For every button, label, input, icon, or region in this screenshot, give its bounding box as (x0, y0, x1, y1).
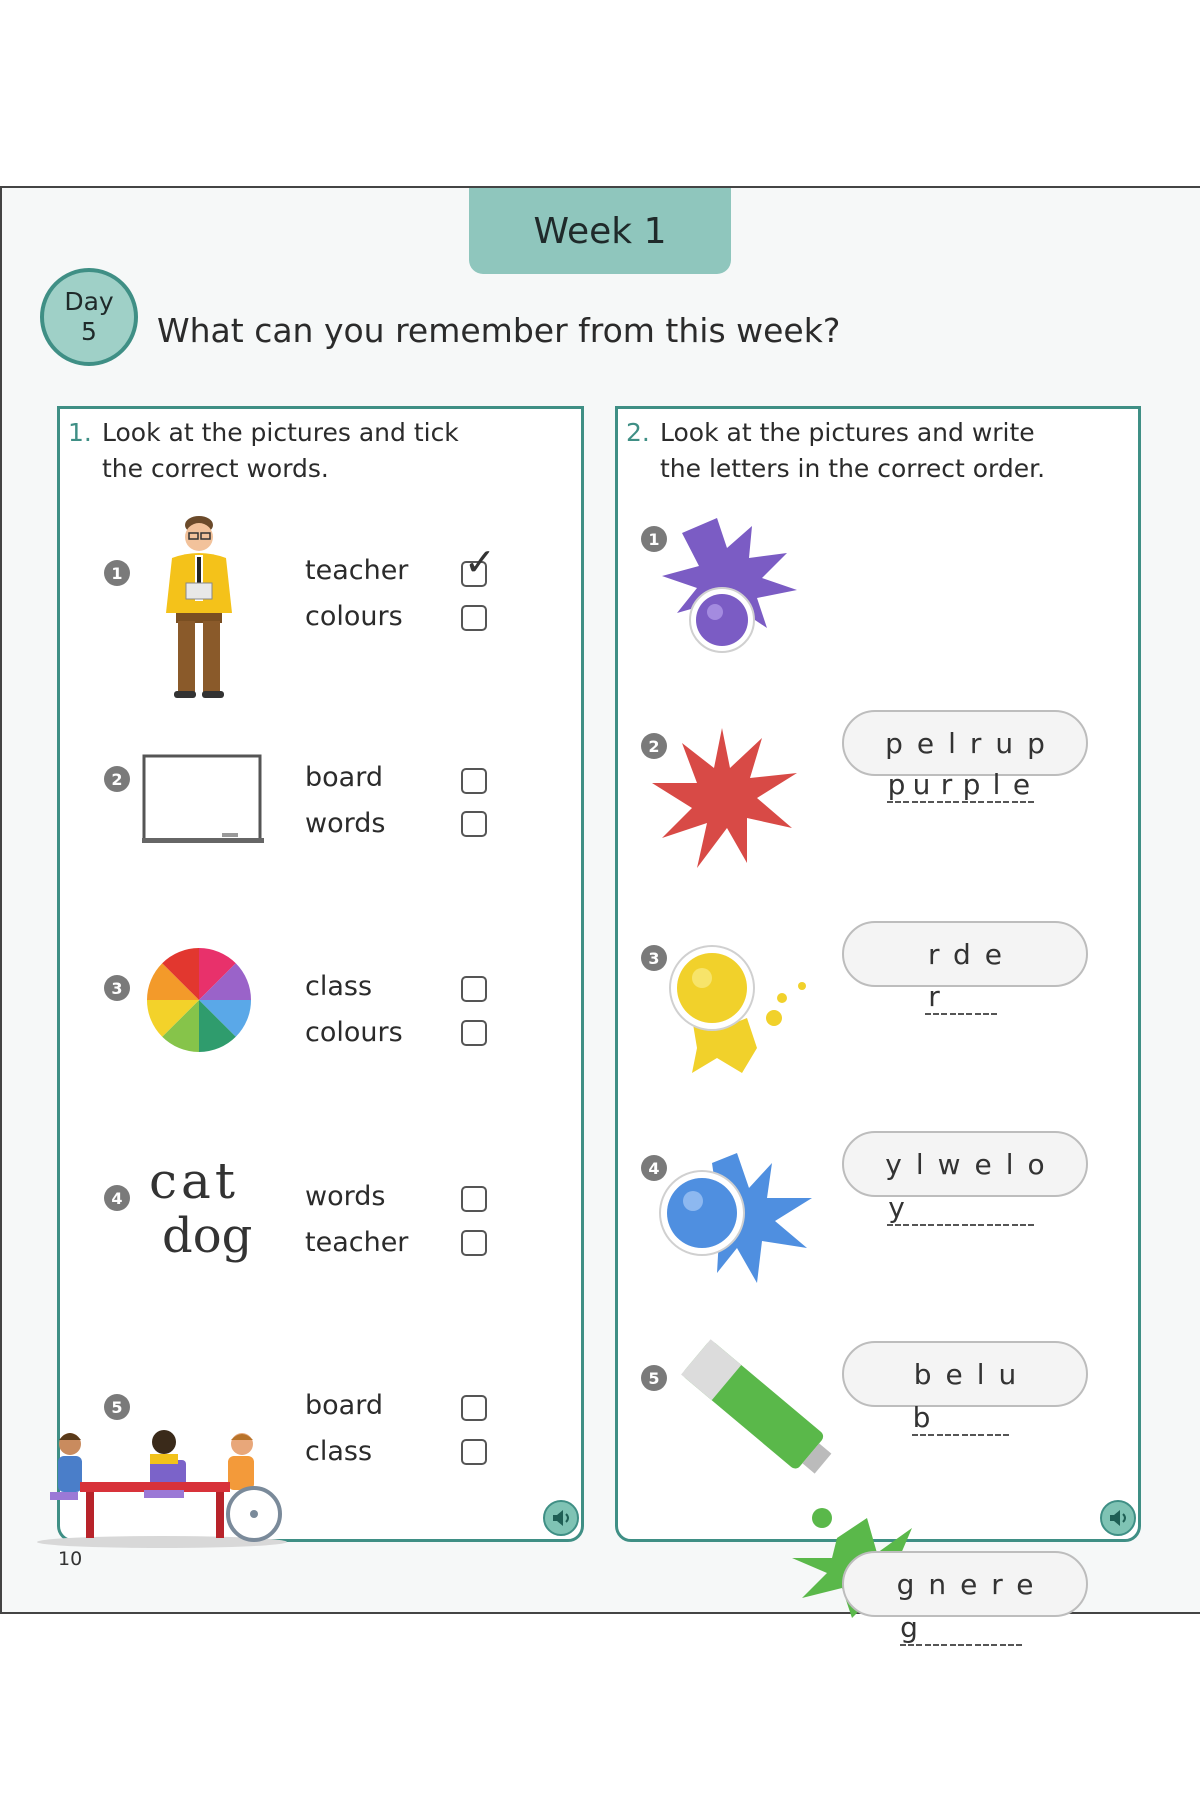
option-word: words (305, 808, 386, 839)
answer-line[interactable] (887, 1191, 1037, 1226)
question-number: 5 (104, 1394, 130, 1420)
check-mark-icon: ✓ (464, 540, 496, 584)
answer-letter-slot[interactable] (1000, 1611, 1022, 1646)
scrambled-word-pill: belu (842, 1341, 1088, 1407)
option-word: teacher (305, 555, 409, 586)
scrambled-word-pill: ylwelo (842, 1131, 1088, 1197)
scrambled-word-pill: rde (842, 921, 1088, 987)
question-number: 4 (104, 1185, 130, 1211)
question-number: 2 (641, 733, 667, 759)
question-number: 1 (641, 526, 667, 552)
day-badge (40, 268, 138, 366)
instruction-line-2: the correct words. (102, 454, 329, 483)
answer-letter-slot[interactable]: u (912, 768, 934, 801)
week-tab: Week 1 (469, 188, 731, 274)
question-number: 2 (104, 766, 130, 792)
scrambled-word-pill: pelrup (842, 710, 1088, 776)
answer-letter-slot[interactable]: l (987, 768, 1009, 803)
option-word: class (305, 971, 373, 1002)
answer-letter-slot[interactable] (925, 1611, 947, 1646)
answer-letter-slot[interactable] (975, 1611, 997, 1646)
day-number: 5 (81, 317, 97, 346)
answer-letter-slot[interactable] (912, 1191, 934, 1226)
answer-letter-slot[interactable] (975, 980, 997, 1015)
option-checkbox[interactable] (461, 1439, 487, 1465)
answer-letter-slot[interactable]: p (887, 768, 909, 801)
audio-speaker-icon[interactable] (1100, 1500, 1136, 1536)
option-checkbox[interactable] (461, 1395, 487, 1421)
answer-letter-slot[interactable]: b (912, 1401, 934, 1434)
yellow-paint-splat (662, 938, 822, 1088)
scrambled-word-pill: gnere (842, 1551, 1088, 1617)
option-checkbox[interactable] (461, 1186, 487, 1212)
option-word: colours (305, 601, 403, 632)
page-title: What can you remember from this week? (157, 311, 841, 350)
red-paint-splat (652, 723, 802, 873)
blue-paint-splat (657, 1143, 817, 1293)
answer-letter-slot[interactable]: y (888, 1191, 908, 1224)
option-checkbox[interactable] (461, 1020, 487, 1046)
answer-letter-slot[interactable]: g (900, 1611, 921, 1644)
exercise-1-instruction (68, 415, 459, 487)
answer-letter-slot[interactable] (1012, 1191, 1034, 1226)
question-number: 1 (104, 560, 130, 586)
option-word: class (305, 1436, 373, 1467)
option-checkbox[interactable] (461, 605, 487, 631)
whiteboard-illustration (142, 754, 264, 846)
colour-wheel-illustration (145, 946, 253, 1054)
instruction-line-2: the letters in the correct order. (660, 454, 1046, 483)
exercise-1-number: 1. (68, 418, 92, 447)
option-word: board (305, 1390, 383, 1421)
question-number: 5 (641, 1365, 667, 1391)
page-number: 10 (58, 1548, 83, 1570)
day-word: Day (64, 287, 114, 316)
teacher-illustration (152, 513, 247, 703)
answer-letter-slot[interactable] (987, 1191, 1009, 1226)
answer-letter-slot[interactable] (950, 980, 972, 1015)
workbook-page (0, 186, 1200, 1644)
classroom-children-illustration (32, 1404, 292, 1549)
exercise-2-instruction (626, 415, 1045, 487)
option-checkbox[interactable] (461, 811, 487, 837)
audio-speaker-icon[interactable] (543, 1500, 579, 1536)
instruction-line-1: Look at the pictures and tick (102, 418, 459, 447)
option-word: words (305, 1181, 386, 1212)
exercise-2-number: 2. (626, 418, 650, 447)
instruction-line-1: Look at the pictures and write (660, 418, 1035, 447)
question-number: 4 (641, 1155, 667, 1181)
question-number: 3 (104, 975, 130, 1001)
option-word: colours (305, 1017, 403, 1048)
option-checkbox[interactable] (461, 768, 487, 794)
purple-paint-splat (657, 508, 807, 658)
option-word: teacher (305, 1227, 409, 1258)
answer-letter-slot[interactable] (937, 1191, 959, 1226)
answer-letter-slot[interactable]: p (962, 768, 984, 801)
answer-letter-slot[interactable] (950, 1611, 972, 1646)
handwritten-word-cat: cat (149, 1152, 239, 1210)
question-number: 3 (641, 945, 667, 971)
answer-line[interactable] (887, 768, 1037, 803)
answer-line[interactable] (887, 1611, 1037, 1646)
answer-letter-slot[interactable]: e (1012, 768, 1034, 801)
option-checkbox[interactable] (461, 976, 487, 1002)
option-word: board (305, 762, 383, 793)
answer-letter-slot[interactable] (962, 1191, 984, 1226)
option-checkbox[interactable] (461, 1230, 487, 1256)
answer-letter-slot[interactable]: r (937, 768, 959, 803)
handwritten-word-dog: dog (162, 1208, 253, 1264)
answer-line[interactable] (922, 980, 1002, 1015)
answer-letter-slot[interactable]: r (925, 980, 947, 1015)
